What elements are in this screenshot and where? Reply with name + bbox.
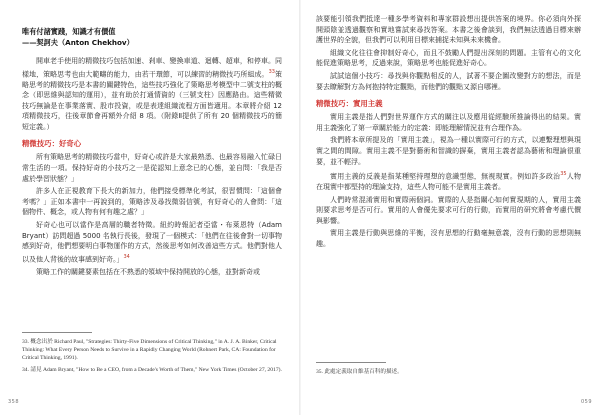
footnote-text: 此處定義取自維基百科的描述。 [324,368,403,375]
paragraph: 該要能引領我們抵達一種多學考資料和專家群設想出提供答案的境界。你必須向外探開頭陰並透過觀察和實地嘗試來尋找答案。本書之後會談到，我們無法透過目標來辦護世界的全貌，但我們可以利用目標來捕捉未知與未來機會。 [316,15,581,45]
paragraph-text: 開車老手使用的精微技巧包括加速、剎車、變換車道、迴轉、超車，和停車。同樣地，策略思考也由大範疇的能力，由若干環節，可以練習的精微技巧所組成。 [22,57,282,78]
paragraph: 實用主義是指人們對世界運作方式的關注以及應用從經驗所推論得出的結果。實用主義強化了第一章關於能力的定義：即能理解情況並有合理作為。 [316,113,581,132]
paragraph [22,56,282,132]
paragraph: 所有策略思考的精微技巧當中，好奇心或許是大家最熟悉、也最容易融入忙碌日常生活的一項。保持好奇的小技巧之一是從認知上意念已的心態，並自問：「我是否處於學習狀態？」 [22,153,282,183]
footnotes [316,362,581,380]
page-gutter [299,0,301,415]
footnote [316,368,581,376]
paragraph-text: 策略思考的精微技巧是本書的關鍵特色，這些技巧強化了策略思考模型中二號支柱的概念（即思維與認知的運用），並有助於打通情資的（三號支柱）因應路由。這些精微技巧無論是在事業落實、股市投資，或是表達組織流程方面皆適用。本章將介紹 12 項精微技巧，往後章節會再額外介紹 8 項。（附錄Ⅱ提供了所有 20 個精微技巧的簡短定義。） [22,69,283,131]
right-page [316,14,581,404]
paragraph [22,220,282,265]
footnote-divider [22,332,92,333]
footnote-marker[interactable]: 33 [268,68,275,75]
paragraph: 實用主義是行動與思維的平衡，沒有思想的行動毫無意義，沒有行動的思想則無趣。 [316,229,581,249]
footnote-number: 35. [316,368,323,375]
footnote-number: 33. [22,338,29,345]
paragraph: 策略工作的關鍵要素包括在不熟悉的領域中保持開放的心態，並對新奇或 [36,267,260,276]
footnote [22,338,282,362]
paragraph: 我們將本章所提及的「實用主義」，視為一種以實際可行的方式，以連繫理想與現實之間的間隙。實用主義不是對藝術和智識的摒棄，實用主義者認為藝術和理論很重要，並不輕浮。 [316,136,581,166]
epigraph-attribution: ——契訶夫（Anton Chekhov） [22,38,134,47]
paragraph: 人們時常混淆實用和實際兩個詞。實際的人是指關心如何實現期的人，實用主義則要求思考是否可行。實用的人會優先要求可行的行動，而實用的研究將會考慮代價與影響。 [316,195,581,225]
footnote-text: 請見 Adam Bryant, "How to Be a CEO, from a Decade's Worth of Them," New York Times (October 27, 2017). [30,366,282,373]
epigraph-quote [22,26,282,48]
page-number-right: 059 [580,399,592,405]
section-heading: 精微技巧：好奇心 [22,139,82,149]
epigraph-line: 唯有付諸實踐，知識才有價值 [22,27,116,36]
paragraph-text: 人物在現實中都堅持的理論支持，這些人物可能不是實用主義者。 [316,172,581,192]
paragraph [316,169,581,193]
footnote-marker[interactable]: 34 [123,253,130,260]
page-number-left: 358 [8,399,20,405]
paragraph: 試試這個小技巧：尋找與你觀點相反的人，試著不要企圖改變對方的想法，而是要去瞭解對方為何抱持特定觀點，而他們的觀點又源自哪裡。 [316,71,581,91]
section-heading: 精微技巧：實用主義 [316,99,383,109]
footnote [22,366,282,374]
footnote-divider [316,362,386,363]
paragraph-text: 好奇心也可以當作是高層的職者特徵。紐約時報記者亞當・布萊恩特（Adam Bryant）訪問超過 5000 名執行長後，發現了一個模式：「他們在往後會對一切事物感到好奇，他們想要明白事物運作的方式，然後思考如何改善這些方式。他們對他人以及他人背後的故事感到好奇。」 [22,221,282,264]
footnote-text: 概念出於 Richard Paul, "Strategies: Thirty-Five Dimensions of Critical Thinking," in A. J. A. Binker, Critical Thinking: What Every Person Needs to Survive in a Rapidly Changing World (Rohnert Park, CA: Foundation for Critical Thinking, 1991). [22,338,277,361]
left-page [22,14,282,404]
footnote-marker[interactable]: 35 [560,171,567,178]
paragraph: 許多人在正視教育下長大的新加力，他們接受標準化考試，很習慣問：「這個會考嗎？」正如本書中一再說到的，策略涉及尋找微弱信號，有好奇心的人會問：「這個物件、概念，或人物有何有趣之處？」 [22,187,282,217]
paragraph-text: 實用主義的反義是指某種堅持理想的意識型態，無視現實。例如許多政治 [330,172,561,181]
footnote-number: 34. [22,366,29,373]
footnotes [22,332,282,378]
paragraph: 組織文化往往會抑制好奇心，而且不鼓勵人們提出深刻的問題。主管有心的文化能促進策略思考，反過來說，策略思考也能促進好奇心。 [316,48,581,68]
